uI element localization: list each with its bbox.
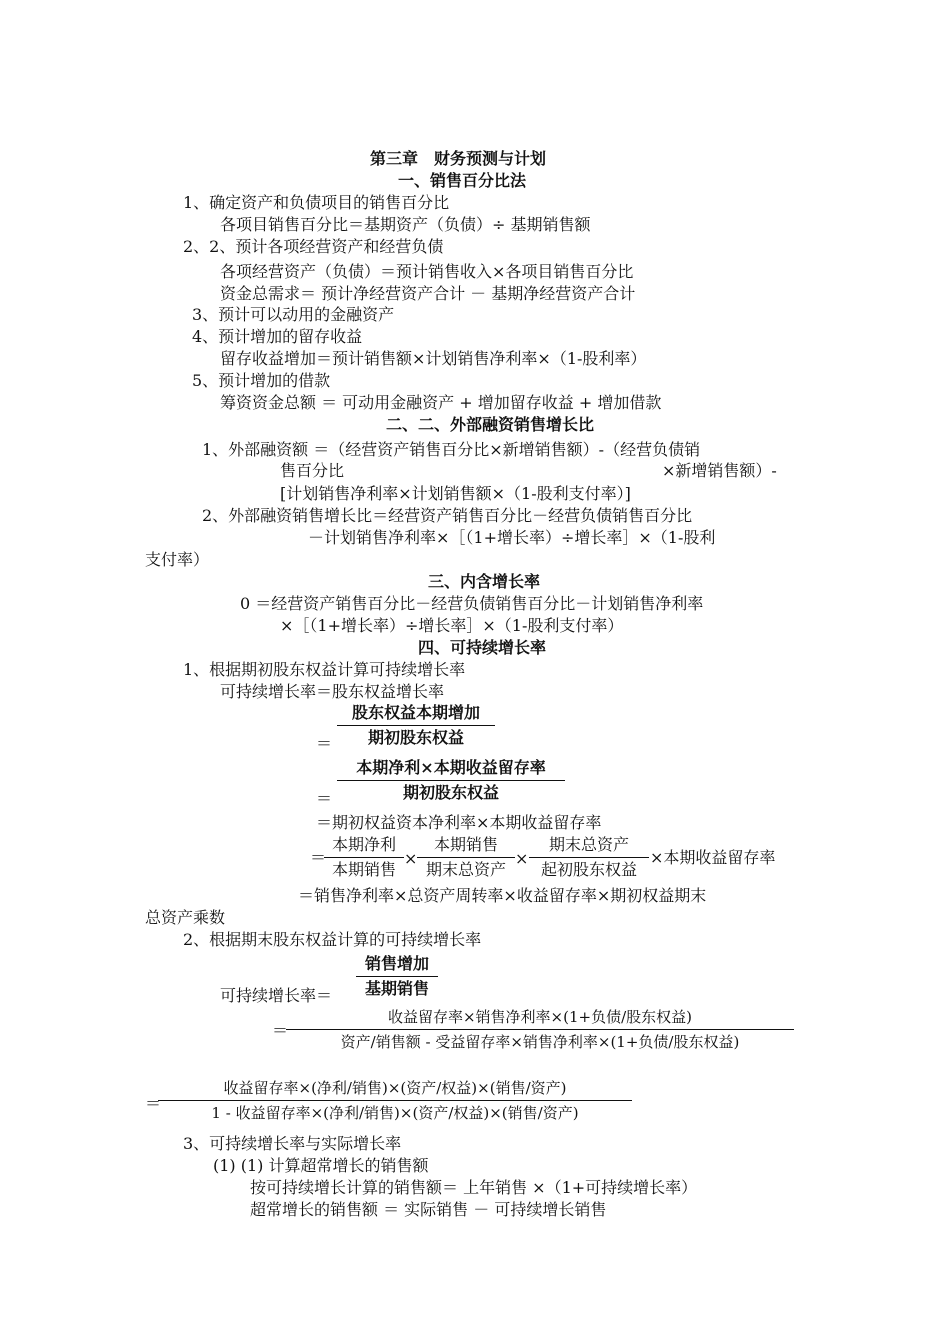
fraction-bar: [356, 976, 438, 977]
section-heading-4: 四、可持续增长率: [418, 638, 547, 657]
fraction-numerator: 收益留存率×销售净利率×(1+负债/股东权益): [387, 1008, 692, 1026]
fraction-denominator: 起初股东权益: [540, 860, 637, 879]
text-line: 3、可持续增长率与实际增长率: [183, 1134, 402, 1153]
text-line: 1、确定资产和负债项目的销售百分比: [183, 193, 450, 212]
text-line: ＝期初权益资本净利率×本期收益留存率: [316, 813, 602, 832]
fraction-numerator: 本期销售: [433, 835, 498, 854]
text-line: (1) (1) 计算超常增长的销售额: [213, 1156, 429, 1175]
fraction-numerator: 收益留存率×(净利/销售)×(资产/权益)×(销售/资产): [223, 1079, 567, 1097]
text-line: [计划销售净利率×计划销售额×（1-股利支付率）]: [280, 484, 631, 503]
fraction: [337, 703, 495, 748]
fraction-denominator: 基期销售: [364, 979, 429, 998]
fraction-numerator: 本期净利: [331, 835, 396, 854]
text-line: 0 ＝经营资产销售百分比－经营负债销售百分比－计划销售净利率: [240, 594, 704, 613]
text-line: ×本期收益留存率: [650, 848, 776, 867]
text-line: 可持续增长率＝股东权益增长率: [220, 682, 445, 701]
equals-sign: ＝: [310, 848, 327, 867]
fraction-bar: [158, 1100, 632, 1101]
text-line: 1、外部融资额 ＝（经营资产销售百分比×新增销售额）-（经营负债销: [202, 440, 701, 459]
fraction: [158, 1078, 632, 1123]
text-line: 资金总需求＝ 预计净经营资产合计 － 基期净经营资产合计: [220, 284, 636, 303]
text-line: 1、根据期初股东权益计算可持续增长率: [183, 660, 466, 679]
text-line: 超常增长的销售额 ＝ 实际销售 － 可持续增长销售: [250, 1200, 607, 1219]
text-line: 按可持续增长计算的销售额＝ 上年销售 ×（1+可持续增长率）: [250, 1178, 698, 1197]
equals-sign: ＝: [145, 1094, 162, 1113]
text-line: ×［（1+增长率）÷增长率］×（1-股利支付率）: [280, 616, 624, 635]
fraction: [356, 954, 438, 999]
fraction: [337, 758, 565, 803]
text-line: －计划销售净利率×［（1+增长率）÷增长率］×（1-股利: [308, 528, 716, 547]
text-line: 各项目销售百分比＝基期资产（负债）÷ 基期销售额: [220, 215, 591, 234]
equals-sign: ＝: [272, 1021, 289, 1040]
fraction-bar: [417, 857, 515, 858]
fraction-bar: [324, 857, 404, 858]
fraction-bar: [337, 725, 495, 726]
fraction-denominator: 资产/销售额 - 受益留存率×销售净利率×(1+负债/股东权益): [340, 1033, 740, 1051]
fraction-numerator: 期末总资产: [548, 835, 629, 854]
section-heading-2: 二、二、外部融资销售增长比: [386, 415, 595, 434]
fraction-bar: [286, 1029, 794, 1030]
fraction-bar: [529, 857, 649, 858]
equals-sign: ＝: [316, 734, 333, 753]
text-line: 3、预计可以动用的金融资产: [192, 305, 395, 324]
fraction-denominator: 本期销售: [331, 860, 396, 879]
text-line: 总资产乘数: [145, 908, 226, 927]
text-line: 各项经营资产（负债）＝预计销售收入×各项目销售百分比: [220, 262, 634, 281]
page-title: 第三章 财务预测与计划: [370, 149, 547, 168]
text-line: 2、根据期末股东权益计算的可持续增长率: [183, 930, 482, 949]
fraction: [324, 835, 404, 880]
fraction-bar: [337, 780, 565, 781]
text-line: 4、预计增加的留存收益: [192, 327, 363, 346]
times-sign: ×: [404, 849, 418, 868]
fraction: [286, 1007, 794, 1052]
equals-sign: ＝: [316, 789, 333, 808]
text-line: 售百分比: [280, 461, 345, 480]
fraction-numerator: 销售增加: [364, 954, 429, 973]
text-line: 2、2、预计各项经营资产和经营负债: [183, 237, 444, 256]
times-sign: ×: [515, 849, 529, 868]
text-line: 支付率）: [145, 550, 210, 569]
fraction-denominator: 期初股东权益: [402, 783, 499, 802]
text-line: ＝销售净利率×总资产周转率×收益留存率×期初权益期末: [298, 886, 707, 905]
section-heading-1: 一、销售百分比法: [398, 171, 527, 190]
text-line: ×新增销售额）-: [662, 461, 777, 480]
fraction-numerator: 本期净利×本期收益留存率: [356, 758, 546, 777]
text-line: 可持续增长率＝: [220, 986, 333, 1005]
fraction: [417, 835, 515, 880]
text-line: 留存收益增加＝预计销售额×计划销售净利率×（1-股利率）: [220, 349, 647, 368]
fraction-denominator: 期初股东权益: [367, 728, 464, 747]
section-heading-3: 三、内含增长率: [428, 572, 541, 591]
text-line: 2、外部融资销售增长比＝经营资产销售百分比－经营负债销售百分比: [202, 506, 693, 525]
text-line: 5、预计增加的借款: [192, 371, 331, 390]
fraction-numerator: 股东权益本期增加: [351, 703, 480, 722]
text-line: 筹资资金总额 ＝ 可动用金融资产 + 增加留存收益 + 增加借款: [220, 393, 662, 412]
fraction-denominator: 期末总资产: [425, 860, 506, 879]
fraction: [529, 835, 649, 880]
fraction-denominator: 1 - 收益留存率×(净利/销售)×(资产/权益)×(销售/资产): [211, 1104, 579, 1122]
